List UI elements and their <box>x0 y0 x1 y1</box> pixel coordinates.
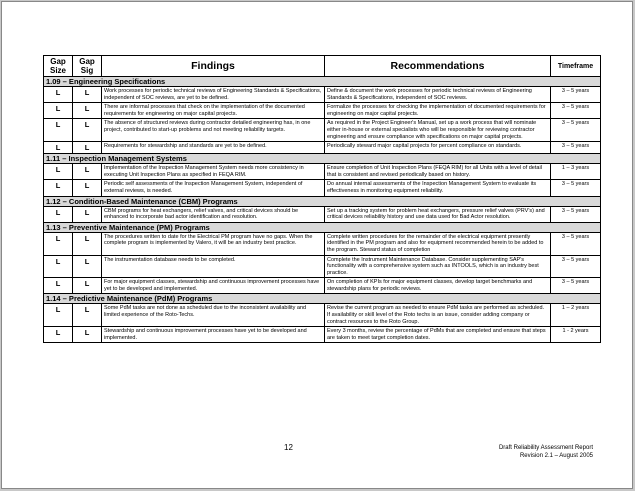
table-row <box>44 119 601 142</box>
header-gap-size: Gap Size <box>44 56 73 77</box>
finding-cell: CBM programs for heat exchangers, relief valves, and critical devices should be enhanced to incorporate bad actor identification and resolution. <box>102 206 325 222</box>
recommendation-cell: Set up a tracking system for problem heat exchangers, pressure relief valves (PRV's) and critical devices reliability history and use data used for Bad Actor resolution. <box>325 206 551 222</box>
section-header-row <box>44 154 601 164</box>
timeframe-cell: 3 – 5 years <box>551 180 601 196</box>
section-title: 1.09 – Engineering Specifications <box>44 77 601 87</box>
section-title: 1.13 – Preventive Maintenance (PM) Programs <box>44 222 601 232</box>
recommendation-cell: On completion of KPIs for major equipment classes, develop target benchmarks and stewardship plans for periodic reviews. <box>325 278 551 294</box>
findings-table <box>43 55 601 343</box>
section-title: 1.11 – Inspection Management Systems <box>44 154 601 164</box>
timeframe-cell: 1 – 2 years <box>551 304 601 327</box>
gap-sig-cell: L <box>73 87 102 103</box>
gap-size-cell: L <box>44 232 73 255</box>
finding-cell: Stewardship and continuous improvement processes have yet to be developed and implemented. <box>102 327 325 343</box>
table-row <box>44 180 601 196</box>
gap-size-cell: L <box>44 255 73 278</box>
section-header-row <box>44 222 601 232</box>
timeframe-cell: 3 – 5 years <box>551 103 601 119</box>
gap-sig-cell: L <box>73 255 102 278</box>
recommendation-cell: As required in the Project Engineer's Manual, set up a work process that will nominate either in-house or external specialists who will be responsible for reviewing contractor engineering and ensure compliance with specifications on major capital projects. <box>325 119 551 142</box>
gap-size-cell: L <box>44 142 73 154</box>
timeframe-cell: 3 – 5 years <box>551 255 601 278</box>
recommendation-cell: Complete the Instrument Maintenance Database. Consider supplementing SAP's functionality with a comprehensive system such as INTOOLS, which is an industry best practice. <box>325 255 551 278</box>
gap-sig-cell: L <box>73 304 102 327</box>
table-row <box>44 87 601 103</box>
header-gap-sig: Gap Sig <box>73 56 102 77</box>
header-findings: Findings <box>102 56 325 77</box>
table-body <box>44 77 601 343</box>
gap-size-cell: L <box>44 278 73 294</box>
timeframe-cell: 1 – 3 years <box>551 164 601 180</box>
recommendation-cell: Formalize the processes for checking the implementation of documented requirements for engineering on major capital projects. <box>325 103 551 119</box>
timeframe-cell: 1 - 2 years <box>551 327 601 343</box>
table-row <box>44 142 601 154</box>
finding-cell: The instrumentation database needs to be completed. <box>102 255 325 278</box>
gap-sig-cell: L <box>73 142 102 154</box>
recommendation-cell: Every 3 months, review the percentage of PdMs that are completed and ensure that steps are taken to meet target completion dates. <box>325 327 551 343</box>
footer-title: Draft Reliability Assessment Report <box>498 445 593 451</box>
finding-cell: The procedures written to date for the Electrical PM program have no gaps. When the complete program is implemented by Valero, it will be an industry best practice. <box>102 232 325 255</box>
section-title: 1.12 – Condition-Based Maintenance (CBM) Programs <box>44 196 601 206</box>
recommendation-cell: Complete written procedures for the remainder of the electrical equipment presently identified in the PM program and also for equipment recommended herein to be added to the program. Steward status of completion <box>325 232 551 255</box>
gap-sig-cell: L <box>73 180 102 196</box>
gap-sig-cell: L <box>73 119 102 142</box>
gap-sig-cell: L <box>73 103 102 119</box>
gap-size-cell: L <box>44 180 73 196</box>
gap-size-cell: L <box>44 304 73 327</box>
recommendation-cell: Do annual internal assessments of the Inspection Management System to evaluate its effectiveness in monitoring equipment reliability. <box>325 180 551 196</box>
gap-size-cell: L <box>44 164 73 180</box>
timeframe-cell: 3 – 5 years <box>551 119 601 142</box>
gap-size-cell: L <box>44 327 73 343</box>
timeframe-cell: 3 – 5 years <box>551 87 601 103</box>
page-number: 12 <box>284 443 293 452</box>
report-footer <box>499 445 593 460</box>
table-row <box>44 232 601 255</box>
recommendation-cell: Periodically steward major capital projects for percent compliance on standards. <box>325 142 551 154</box>
finding-cell: Work processes for periodic technical reviews of Engineering Standards & Specifications, independent of SOC reviews, are yet to be defined. <box>102 87 325 103</box>
table-row <box>44 103 601 119</box>
timeframe-cell: 3 – 5 years <box>551 278 601 294</box>
timeframe-cell: 3 – 5 years <box>551 232 601 255</box>
table-row <box>44 206 601 222</box>
gap-sig-cell: L <box>73 164 102 180</box>
document-page <box>1 1 633 489</box>
header-recommendations: Recommendations <box>325 56 551 77</box>
gap-size-cell: L <box>44 87 73 103</box>
table-row <box>44 278 601 294</box>
finding-cell: Some PdM tasks are not done as scheduled due to the inconsistent availability and limited experience of the Roto-Techs. <box>102 304 325 327</box>
section-header-row <box>44 196 601 206</box>
header-timeframe: Timeframe <box>551 56 601 77</box>
section-header-row <box>44 294 601 304</box>
recommendation-cell: Revise the current program as needed to ensure PdM tasks are performed as scheduled. If availability or skill level of the Roto techs is an issue, consider adding company or contract resources to the Roto Group. <box>325 304 551 327</box>
gap-size-cell: L <box>44 103 73 119</box>
footer-revision: Revision 2.1 – August 2005 <box>519 452 593 459</box>
gap-size-cell: L <box>44 206 73 222</box>
finding-cell: For major equipment classes, stewardship and continuous improvement processes have yet to be developed and implemented. <box>102 278 325 294</box>
finding-cell: There are informal processes that check on the implementation of the documented requirements for engineering on major capital projects. <box>102 103 325 119</box>
table-row <box>44 164 601 180</box>
gap-sig-cell: L <box>73 232 102 255</box>
section-header-row <box>44 77 601 87</box>
table-row <box>44 255 601 278</box>
gap-sig-cell: L <box>73 327 102 343</box>
section-title: 1.14 – Predictive Maintenance (PdM) Programs <box>44 294 601 304</box>
finding-cell: Requirements for stewardship and standards are yet to be defined. <box>102 142 325 154</box>
gap-sig-cell: L <box>73 206 102 222</box>
gap-sig-cell: L <box>73 278 102 294</box>
header-row <box>44 56 601 77</box>
table-row <box>44 327 601 343</box>
finding-cell: The absence of structured reviews during contractor detailed engineering has, in one project, contributed to start-up problems and not meeting reliability targets. <box>102 119 325 142</box>
gap-size-cell: L <box>44 119 73 142</box>
recommendation-cell: Define & document the work processes for periodic technical reviews of Engineering Standards & Specifications, independent of SOC reviews. <box>325 87 551 103</box>
recommendation-cell: Ensure completion of Unit Inspection Plans (FEQA RIM) for all Units with a level of detail that is consistent and revised periodically based on history. <box>325 164 551 180</box>
table-row <box>44 304 601 327</box>
timeframe-cell: 3 – 5 years <box>551 206 601 222</box>
finding-cell: Periodic self assessments of the Inspection Management System, independent of external reviews, is needed. <box>102 180 325 196</box>
finding-cell: Implementation of the Inspection Management System needs more consistency in executing Unit Inspection Plans as specified in FEQA RIM. <box>102 164 325 180</box>
timeframe-cell: 3 – 5 years <box>551 142 601 154</box>
